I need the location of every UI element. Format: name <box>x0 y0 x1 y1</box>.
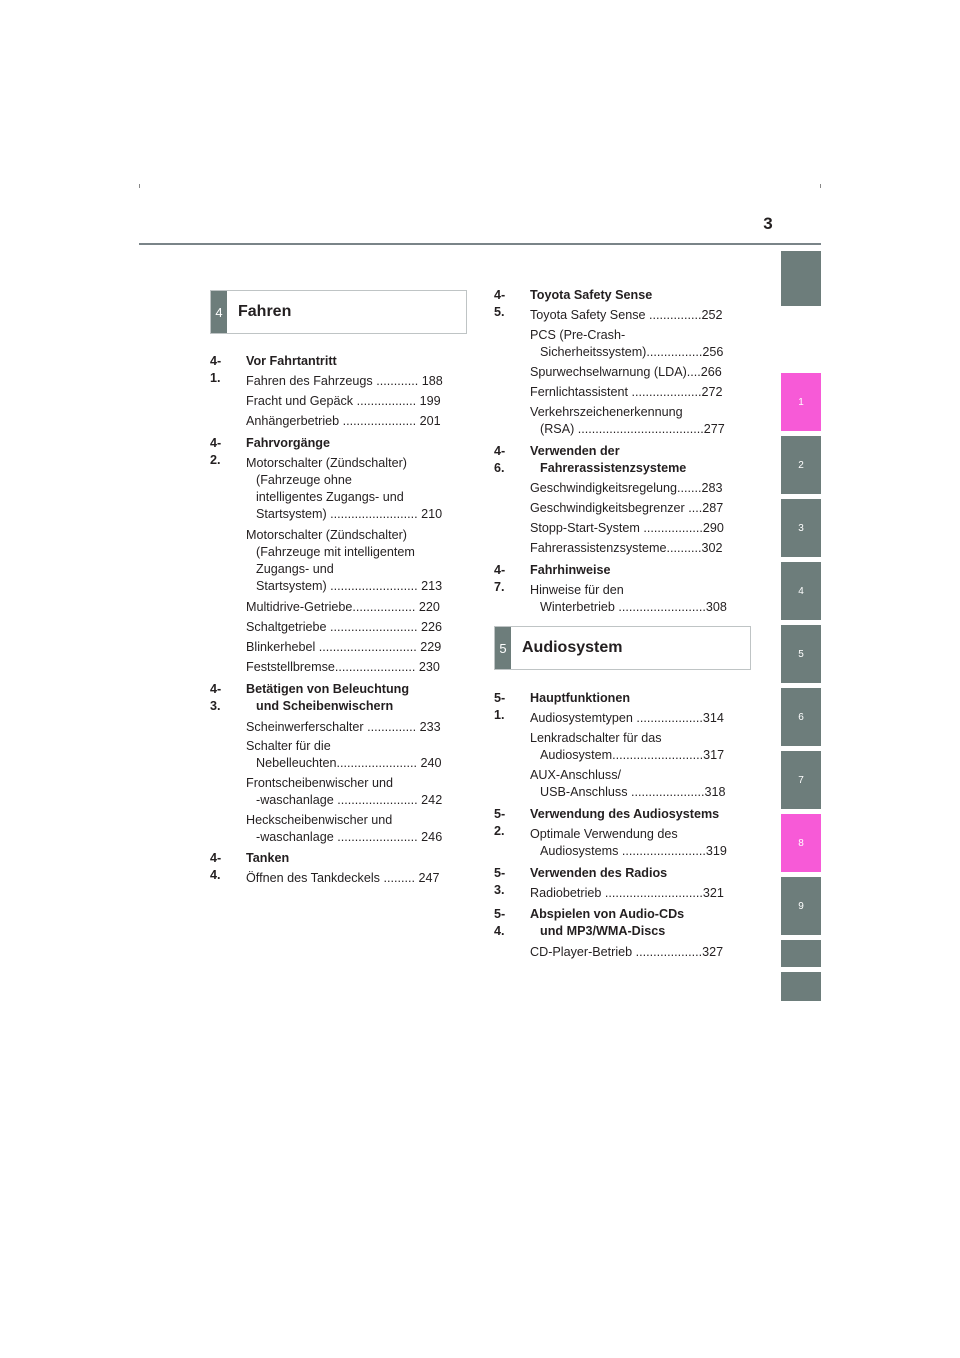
chapter-5-title: Audiosystem <box>522 639 623 656</box>
chapter-tab-2[interactable]: 2 <box>781 436 821 494</box>
toc-entry[interactable]: Geschwindigkeitsbegrenzer ....287 <box>530 501 724 515</box>
toc-entry-line: (Fahrzeuge ohne <box>256 473 352 487</box>
toc-entry-line: Winterbetrieb .........................308 <box>540 600 727 614</box>
chapter-tab-5[interactable]: 5 <box>781 625 821 683</box>
section-number: 4-1. <box>210 354 222 385</box>
chapter-4-number: 4 <box>211 291 227 333</box>
toc-entry-line: Optimale Verwendung des <box>530 827 678 841</box>
crop-mark-right <box>820 184 821 188</box>
toc-entry-line: -waschanlage ....................... 242 <box>256 793 443 807</box>
toc-entry-line: USB-Anschluss .....................318 <box>540 785 726 799</box>
section-title: Fahrhinweise <box>530 563 611 577</box>
toc-entry[interactable]: Multidrive-Getriebe.................. 220 <box>246 600 440 614</box>
toc-entry[interactable]: Blinkerhebel ............................ 229 <box>246 640 442 654</box>
section-title: Hauptfunktionen <box>530 691 631 705</box>
page-number: 3 <box>763 214 773 233</box>
section-number: 5-3. <box>494 866 506 897</box>
toc-entry-line: Nebelleuchten....................... 240 <box>256 756 442 770</box>
chapter-4-title: Fahren <box>238 303 292 320</box>
section-number: 4-5. <box>494 288 506 319</box>
toc-entry[interactable]: Fahren des Fahrzeugs ............ 188 <box>246 374 443 388</box>
section-title-line-2: und Scheibenwischern <box>256 699 394 713</box>
chapter-5-header <box>494 626 751 670</box>
section-title: Verwenden des Radios <box>530 866 668 880</box>
toc-entry-line: Frontscheibenwischer und <box>246 776 394 790</box>
crop-mark-left <box>139 184 140 188</box>
section-title: Toyota Safety Sense <box>530 288 653 302</box>
toc-entry-line: Startsystem) ......................... 213 <box>256 579 443 593</box>
section-title: Verwenden der <box>530 444 620 458</box>
toc-entry-line: Lenkradschalter für das <box>530 731 662 745</box>
toc-entry[interactable]: Geschwindigkeitsregelung.......283 <box>530 481 723 495</box>
chapter-tab-blank-top[interactable] <box>781 251 821 306</box>
toc-entry[interactable]: Scheinwerferschalter .............. 233 <box>246 720 441 734</box>
toc-entry[interactable]: Toyota Safety Sense ...............252 <box>530 308 723 322</box>
chapter-tab-blank-b[interactable] <box>781 972 821 1001</box>
chapter-tab-3[interactable]: 3 <box>781 499 821 557</box>
chapter-tab-9[interactable]: 9 <box>781 877 821 935</box>
header-rule <box>139 243 821 245</box>
toc-entry-line: Schalter für die <box>246 739 331 753</box>
toc-entry-line: Hinweise für den <box>530 583 624 597</box>
toc-entry-line: Heckscheibenwischer und <box>246 813 393 827</box>
toc-entry-line: Motorschalter (Zündschalter) <box>246 456 407 470</box>
section-title: Verwendung des Audiosystems <box>530 807 720 821</box>
section-title-line-2: Fahrerassistenzsysteme <box>540 461 687 475</box>
toc-entry[interactable]: Stopp-Start-System .................290 <box>530 521 724 535</box>
toc-entry-line: (RSA) ....................................277 <box>540 422 725 436</box>
section-number: 4-2. <box>210 436 222 467</box>
toc-entry[interactable]: Fernlichtassistent ....................272 <box>530 385 723 399</box>
toc-entry-line: (Fahrzeuge mit intelligentem <box>256 545 415 559</box>
toc-entry-line: Startsystem) ......................... 210 <box>256 507 443 521</box>
section-number: 5-2. <box>494 807 506 838</box>
toc-entry[interactable]: Audiosystemtypen ...................314 <box>530 711 724 725</box>
chapter-5-number: 5 <box>495 627 511 669</box>
section-number: 4-7. <box>494 563 506 594</box>
toc-entry-line: Audiosystems ........................319 <box>540 844 727 858</box>
section-number: 4-3. <box>210 682 222 713</box>
section-title: Vor Fahrtantritt <box>246 354 337 368</box>
toc-entry-line: AUX-Anschluss/ <box>530 768 621 782</box>
chapter-tab-6[interactable]: 6 <box>781 688 821 746</box>
toc-entry[interactable]: CD-Player-Betrieb ...................327 <box>530 945 724 959</box>
chapter-tab-7[interactable]: 7 <box>781 751 821 809</box>
toc-entry[interactable]: Feststellbremse....................... 230 <box>246 660 440 674</box>
section-title: Tanken <box>246 851 290 865</box>
toc-entry-line: Sicherheitssystem)................256 <box>540 345 724 359</box>
toc-entry-line: Verkehrszeichenerkennung <box>530 405 683 419</box>
chapter-tab-4[interactable]: 4 <box>781 562 821 620</box>
section-number: 5-4. <box>494 907 506 938</box>
section-title-line-2: und MP3/WMA-Discs <box>540 924 666 938</box>
chapter-tab-blank-a[interactable] <box>781 940 821 967</box>
toc-entry-line: Motorschalter (Zündschalter) <box>246 528 407 542</box>
toc-entry[interactable]: Spurwechselwarnung (LDA)....266 <box>530 365 722 379</box>
chapter-tab-8[interactable]: 8 <box>781 814 821 872</box>
toc-entry[interactable]: Fahrerassistenzsysteme..........302 <box>530 541 723 555</box>
toc-entry-line: intelligentes Zugangs- und <box>256 490 404 504</box>
toc-entry-line: -waschanlage ....................... 246 <box>256 830 443 844</box>
toc-entry-line: Audiosystem..........................317 <box>540 748 725 762</box>
toc-entry[interactable]: Radiobetrieb ............................321 <box>530 886 724 900</box>
section-number: 4-4. <box>210 851 222 882</box>
toc-entry[interactable]: Anhängerbetrieb ..................... 201 <box>246 414 441 428</box>
chapter-tab-1[interactable]: 1 <box>781 373 821 431</box>
toc-entry[interactable]: Öffnen des Tankdeckels ......... 247 <box>246 871 440 885</box>
toc-entry-line: Zugangs- und <box>256 562 334 576</box>
chapter-4-header <box>210 290 467 334</box>
section-title: Abspielen von Audio-CDs <box>530 907 685 921</box>
section-title: Fahrvorgänge <box>246 436 330 450</box>
toc-entry[interactable]: Schaltgetriebe ......................... 226 <box>246 620 442 634</box>
section-title: Betätigen von Beleuchtung <box>246 682 410 696</box>
toc-entry[interactable]: Fracht und Gepäck ................. 199 <box>246 394 441 408</box>
section-number: 5-1. <box>494 691 506 722</box>
section-number: 4-6. <box>494 444 506 475</box>
toc-entry-line: PCS (Pre-Crash- <box>530 328 626 342</box>
